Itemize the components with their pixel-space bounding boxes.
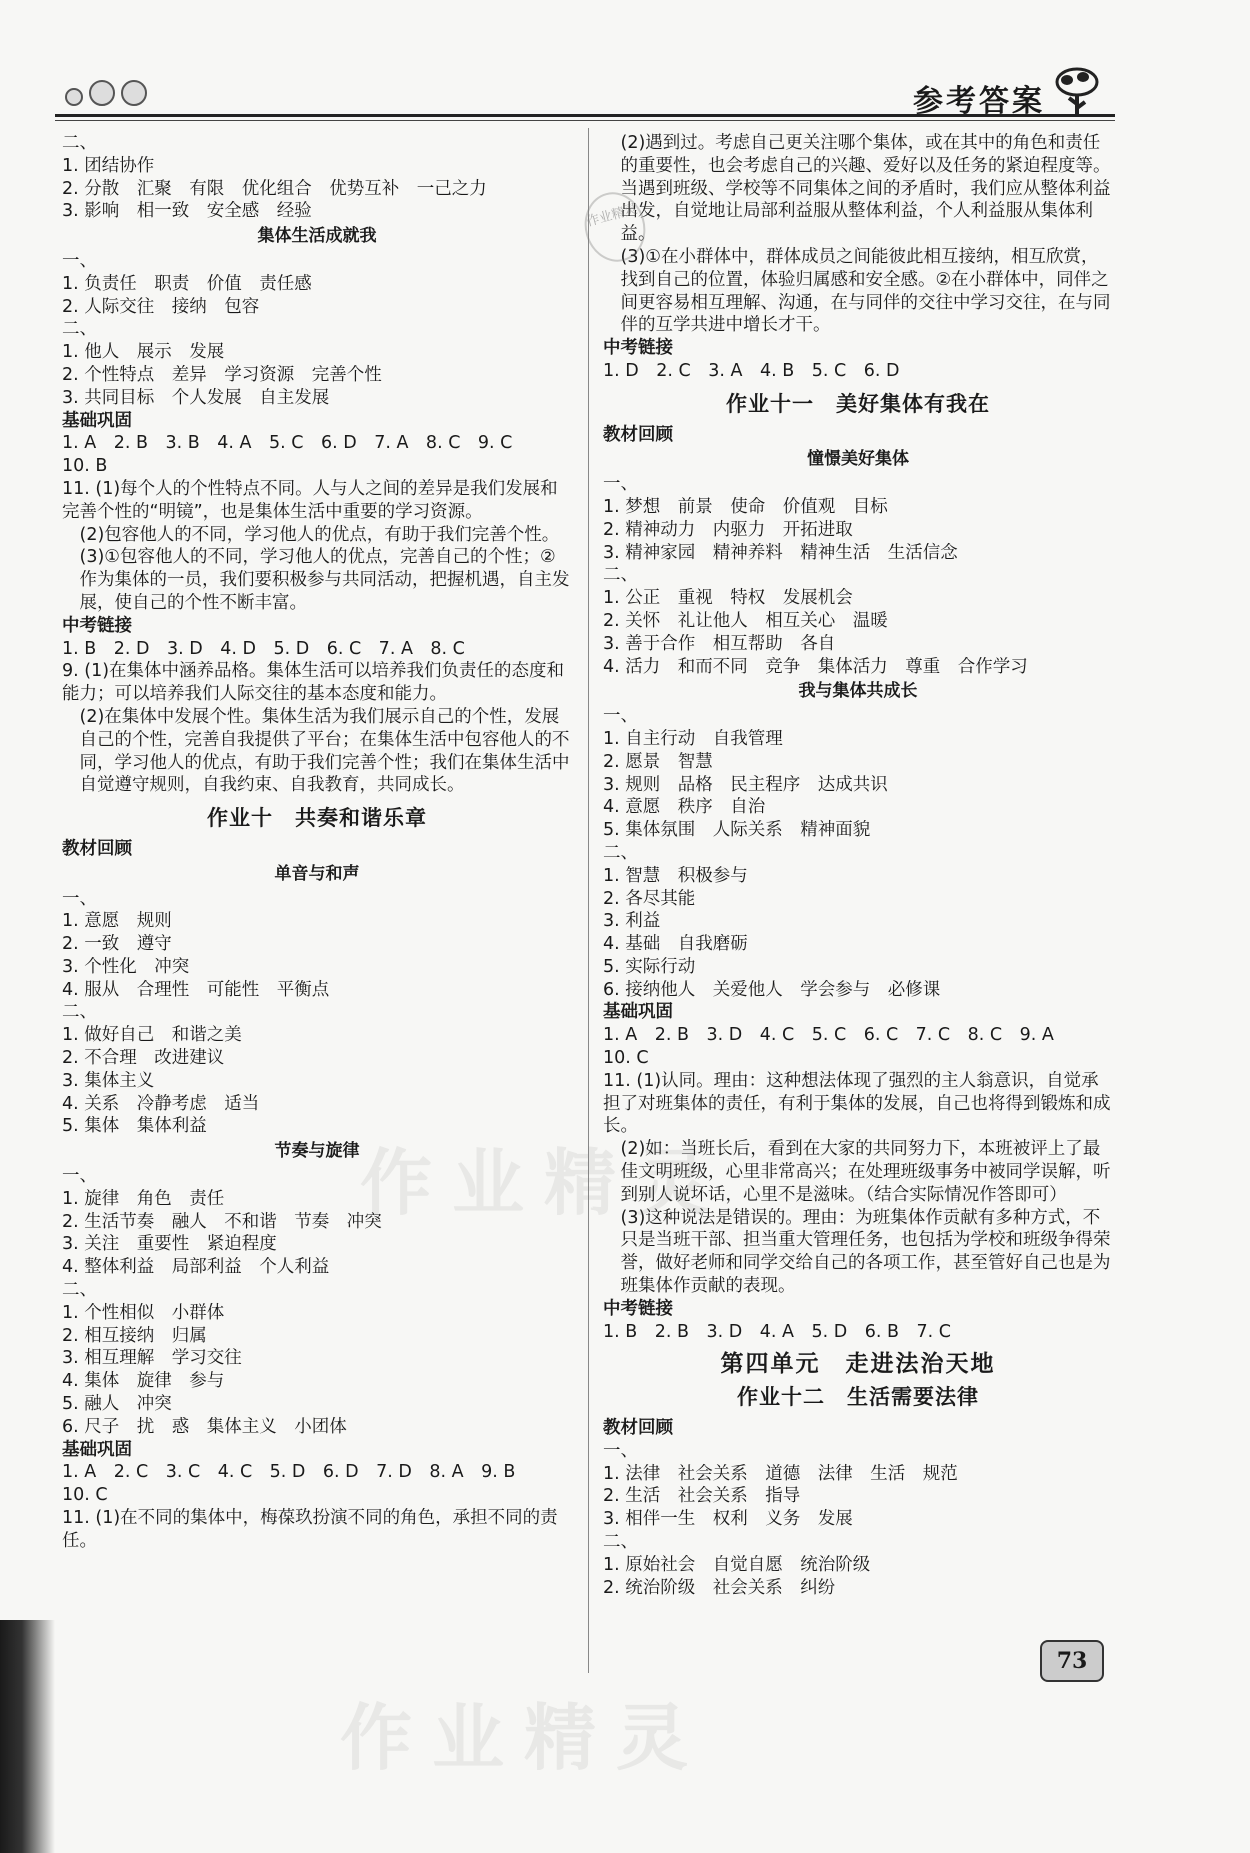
answer-line: 4. 基础 自我磨砺: [603, 934, 748, 955]
category-label: 教材回顾: [603, 1418, 673, 1439]
answer-line: 二、: [62, 1002, 97, 1023]
answer-paragraph: (3)①在小群体中，群体成员之间能彼此相互接纳，相互欣赏，找到自己的位置，体验归属感和安全感。②在小群体中，同伴之间更容易相互理解、沟通，在与同伴的交往中学习交往，在与同伴的互学共进中增长才干。: [620, 246, 1111, 336]
answer-paragraph: 9. (1)在集体中涵养品格。集体生活可以培养我们负责任的态度和能力；可以培养我们人际交往的基本态度和能力。: [62, 661, 565, 705]
answer-line: 3. 相伴一生 权利 义务 发展: [603, 1509, 853, 1530]
answer-line: 1. D 2. C 3. A 4. B 5. C 6. D: [603, 360, 900, 381]
answer-line: 1. A 2. C 3. C 4. C 5. D 6. D 7. D 8. A 9. B: [62, 1462, 516, 1483]
answer-line: 6. 尺子 扰 惑 集体主义 小团体: [62, 1416, 347, 1437]
section-heading: 节奏与旋律: [274, 1141, 360, 1162]
section-heading: 集体生活成就我: [257, 226, 377, 247]
stamp-mark: 作业精灵: [577, 185, 653, 268]
answer-paragraph: 11. (1)在不同的集体中，梅葆玖扮演不同的角色，承担不同的责任。: [62, 1508, 558, 1551]
watermark: 作业精灵: [360, 1141, 729, 1225]
answer-line: 5. 融人 冲突: [62, 1394, 172, 1415]
assignment-title: 作业十二 生活需要法律: [737, 1385, 979, 1410]
category-label: 教材回顾: [603, 424, 673, 445]
assignment-title: 作业十一 美好集体有我在: [726, 391, 990, 416]
header-decoration-icon: [65, 80, 147, 106]
answer-line: 4. 关系 冷静考虑 适当: [62, 1093, 260, 1114]
answer-line: 10. C: [62, 1485, 108, 1506]
answer-line: 4. 活力 和而不同 竞争 集体活力 尊重 合作学习: [603, 656, 1028, 677]
left-column: [62, 132, 572, 1553]
answer-line: 2. 人际交往 接纳 包容: [62, 296, 260, 317]
answer-line: 10. B: [62, 456, 108, 477]
answer-line: 2. 愿景 智慧: [603, 751, 713, 772]
answer-line: 1. 个性相似 小群体: [62, 1302, 225, 1323]
answer-line: 3. 个性化 冲突: [62, 956, 190, 977]
answer-line: 1. 智慧 积极参与: [603, 865, 748, 886]
answer-paragraph: (2)在集体中发展个性。集体生活为我们展示自己的个性，发展自己的个性，完善自我提供了平台；在集体生活中包容他人的不同，学习他人的优点，有助于我们完善个性；我们在集体生活中自觉遵守规则，自我约束、自我教育，共同成长。: [79, 706, 570, 796]
answer-line: 二、: [603, 842, 638, 863]
answer-line: 2. 一致 遵守: [62, 934, 172, 955]
answer-line: 2. 不合理 改进建议: [62, 1048, 225, 1069]
answer-line: 3. 影响 相一致 安全感 经验: [62, 201, 312, 222]
answer-line: 一、: [62, 250, 97, 271]
answer-line: 2. 各尽其能: [603, 888, 696, 909]
answer-paragraph: (2)遇到过。考虑自己更关注哪个集体，或在其中的角色和责任的重要性，也会考虑自己的兴趣、爱好以及任务的紧迫程度等。当遇到班级、学校等不同集体之间的矛盾时，我们应从整体利益出发，自觉地让局部利益服从整体利益，个人利益服从集体利益。: [620, 133, 1111, 245]
answer-paragraph: (3)这种说法是错误的。理由：为班集体作贡献有多种方式，不只是当班干部、担当重大管理任务，也包括为学校和班级争得荣誉，做好老师和同学交给自己的各项工作，甚至管好自己也是为班集体作贡献的表现。: [620, 1207, 1111, 1297]
answer-line: 1. 公正 重视 特权 发展机会: [603, 588, 853, 609]
answer-line: 1. A 2. B 3. D 4. C 5. C 6. C 7. C 8. C 9. A: [603, 1025, 1054, 1046]
answer-paragraph: (2)包容他人的不同，学习他人的优点，有助于我们完善个性。: [79, 524, 560, 545]
answer-line: 二、: [62, 319, 97, 340]
answer-line: 2. 关怀 礼让他人 相互关心 温暖: [603, 610, 888, 631]
answer-line: 1. 自主行动 自我管理: [603, 728, 783, 749]
answer-line: 二、: [62, 1280, 97, 1301]
section-heading: 憧憬美好集体: [807, 449, 909, 470]
answer-line: 一、: [62, 888, 97, 909]
watermark-bottom: 作业精灵: [340, 1696, 709, 1780]
assignment-title: 作业十 共奏和谐乐章: [207, 806, 427, 831]
page-number: 73: [1040, 1640, 1104, 1682]
answer-line: 1. 原始社会 自觉自愿 统治阶级: [603, 1554, 871, 1575]
section-heading: 单音与和声: [274, 863, 360, 884]
category-label: 中考链接: [603, 338, 673, 359]
answer-line: 3. 集体主义: [62, 1070, 155, 1091]
answer-line: 3. 相互理解 学习交往: [62, 1348, 242, 1369]
answer-line: 二、: [603, 1532, 638, 1553]
answer-line: 2. 统治阶级 社会关系 纠纷: [603, 1577, 836, 1598]
category-label: 基础巩固: [62, 410, 132, 431]
scan-shadow: [0, 1620, 55, 1853]
answer-line: 二、: [603, 565, 638, 586]
category-label: 基础巩固: [62, 1439, 132, 1460]
answer-line: 10. C: [603, 1048, 649, 1069]
header-title: 参考答案: [913, 84, 1045, 119]
answer-paragraph: 11. (1)每个人的个性特点不同。人与人之间的差异是我们发展和完善个性的“明镜”，也是集体生活中重要的学习资源。: [62, 478, 558, 522]
category-label: 教材回顾: [62, 838, 132, 859]
answer-line: 5. 集体氛围 人际关系 精神面貌: [603, 820, 871, 841]
answer-line: 1. B 2. D 3. D 4. D 5. D 6. C 7. A 8. C: [62, 638, 465, 659]
answer-paragraph: (2)如：当班长后，看到在大家的共同努力下，本班被评上了最佳文明班级，心里非常高兴；在处理班级事务中被同学误解，听到别人说坏话，心里不是滋味。（结合实际情况作答即可）: [620, 1139, 1111, 1205]
category-label: 中考链接: [62, 615, 132, 636]
answer-line: 3. 精神家园 精神养料 精神生活 生活信念: [603, 542, 958, 563]
answer-line: 1. 负责任 职责 价值 责任感: [62, 273, 312, 294]
column-divider: [588, 128, 589, 1673]
answer-line: 2. 生活节奏 融人 不和谐 节奏 冲突: [62, 1211, 382, 1232]
answer-line: 3. 共同目标 个人发展 自主发展: [62, 387, 330, 408]
category-label: 基础巩固: [603, 1002, 673, 1023]
category-label: 中考链接: [603, 1298, 673, 1319]
answer-line: 1. A 2. B 3. B 4. A 5. C 6. D 7. A 8. C 9. C: [62, 433, 513, 454]
answer-line: 3. 规则 品格 民主程序 达成共识: [603, 774, 888, 795]
answer-line: 1. 他人 展示 发展: [62, 342, 225, 363]
answer-line: 2. 生活 社会关系 指导: [603, 1486, 801, 1507]
answer-line: 6. 接纳他人 关爱他人 学会参与 必修课: [603, 979, 941, 1000]
section-heading: 我与集体共成长: [798, 681, 918, 702]
page-header: [55, 70, 1115, 120]
answer-line: 2. 精神动力 内驱力 开拓进取: [603, 519, 853, 540]
answer-line: 1. 旋律 角色 责任: [62, 1188, 225, 1209]
answer-line: 1. 团结协作: [62, 155, 155, 176]
answer-line: 4. 集体 旋律 参与: [62, 1371, 225, 1392]
tree-icon: [1049, 64, 1105, 120]
answer-line: 二、: [62, 133, 97, 153]
answer-line: 一、: [603, 1440, 638, 1461]
answer-paragraph: (3)①包容他人的不同，学习他人的优点，完善自己的个性；②作为集体的一员，我们要积极参与共同活动，把握机遇，自主发展，使自己的个性不断丰富。: [79, 547, 570, 613]
answer-line: 一、: [603, 474, 638, 495]
answer-line: 2. 分散 汇聚 有限 优化组合 优势互补 一己之力: [62, 178, 487, 199]
answer-line: 1. 意愿 规则: [62, 911, 172, 932]
answer-line: 1. 做好自己 和谐之美: [62, 1025, 242, 1046]
answer-line: 5. 实际行动: [603, 956, 696, 977]
answer-line: 1. B 2. B 3. D 4. A 5. D 6. B 7. C: [603, 1321, 951, 1342]
answer-line: 4. 意愿 秩序 自治: [603, 797, 766, 818]
answer-paragraph: 11. (1)认同。理由：这种想法体现了强烈的主人翁意识，自觉承担了对班集体的责任，有利于集体的发展，自己也将得到锻炼和成长。: [603, 1070, 1111, 1137]
answer-line: 3. 利益: [603, 911, 661, 932]
unit-title: 第四单元 走进法治天地: [720, 1351, 996, 1378]
answer-line: 一、: [62, 1166, 97, 1187]
answer-line: 1. 梦想 前景 使命 价值观 目标: [603, 496, 888, 517]
answer-line: 5. 集体 集体利益: [62, 1116, 207, 1137]
right-column: [603, 132, 1113, 1599]
answer-line: 2. 相互接纳 归属: [62, 1325, 207, 1346]
answer-line: 2. 个性特点 差异 学习资源 完善个性: [62, 364, 382, 385]
answer-line: 3. 善于合作 相互帮助 各自: [603, 633, 836, 654]
answer-line: 一、: [603, 706, 638, 727]
answer-line: 1. 法律 社会关系 道德 法律 生活 规范: [603, 1463, 958, 1484]
answer-line: 4. 服从 合理性 可能性 平衡点: [62, 979, 330, 1000]
answer-line: 3. 关注 重要性 紧迫程度: [62, 1234, 277, 1255]
answer-line: 4. 整体利益 局部利益 个人利益: [62, 1257, 330, 1278]
